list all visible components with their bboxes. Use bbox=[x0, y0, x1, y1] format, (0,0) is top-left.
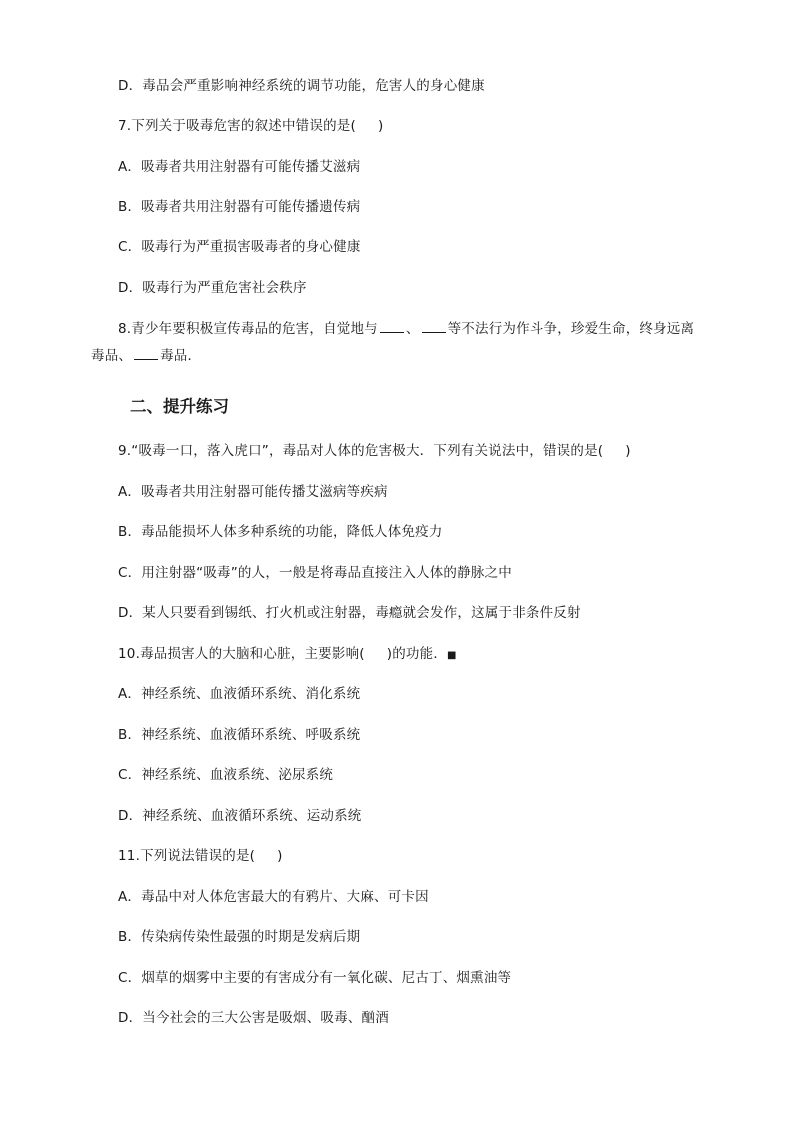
q10-option-b: B．神经系统、血液循环系统、呼吸系统 bbox=[118, 727, 361, 743]
q11-stem bbox=[118, 846, 283, 866]
q10-stem bbox=[118, 644, 457, 666]
q9-option-b: B．毒品能损坏人体多种系统的功能，降低人体免疫力 bbox=[118, 524, 443, 540]
q8-stem-line1 bbox=[118, 318, 694, 339]
q7-option-c: C．吸毒行为严重损害吸毒者的身心健康 bbox=[118, 239, 361, 255]
q10-option-a: A．神经系统、血液循环系统、消化系统 bbox=[118, 686, 361, 702]
q9-option-a: A．吸毒者共用注射器可能传播艾滋病等疾病 bbox=[118, 484, 388, 500]
q6-option-d: D．毒品会严重影响神经系统的调节功能，危害人的身心健康 bbox=[118, 78, 485, 94]
q11-option-a: A．毒品中对人体危害最大的有鸦片、大麻、可卡因 bbox=[118, 889, 429, 905]
q7-stem bbox=[118, 116, 383, 136]
q8-fill-blank-3[interactable] bbox=[134, 345, 158, 360]
q8-text-2: 、 bbox=[405, 321, 420, 337]
q9-stem-text: 9.“吸毒一口，落入虎口”，毒品对人体的危害极大．下列有关说法中，错误的是( bbox=[118, 443, 604, 459]
q7-option-a: A．吸毒者共用注射器有可能传播艾滋病 bbox=[118, 159, 361, 175]
q10-stem-close: )的功能． bbox=[386, 646, 448, 662]
q8-fill-blank-1[interactable] bbox=[380, 318, 404, 333]
q8-text-5: 毒品． bbox=[160, 348, 202, 364]
q11-stem-close: ) bbox=[277, 848, 283, 864]
q8-stem-line2 bbox=[91, 345, 201, 366]
q11-option-b: B．传染病传染性最强的时期是发病后期 bbox=[118, 929, 361, 945]
q9-stem bbox=[118, 441, 631, 461]
q10-stem-mark: ■ bbox=[447, 650, 457, 661]
q9-stem-close: ) bbox=[625, 443, 631, 459]
q10-option-d: D．神经系统、血液循环系统、运动系统 bbox=[118, 808, 362, 824]
q9-option-d: D．某人只要看到锡纸、打火机或注射器，毒瘾就会发作，这属于非条件反射 bbox=[118, 605, 581, 621]
q9-option-c: C．用注射器“吸毒”的人，一般是将毒品直接注入人体的静脉之中 bbox=[118, 565, 512, 581]
q8-text-3: 等不法行为作斗争，珍爱生命，终身远离 bbox=[447, 321, 695, 337]
q11-option-d: D．当今社会的三大公害是吸烟、吸毒、酗酒 bbox=[118, 1010, 389, 1026]
q8-fill-blank-2[interactable] bbox=[422, 318, 446, 333]
q7-stem-text: 7.下列关于吸毒危害的叙述中错误的是( bbox=[118, 118, 356, 134]
q11-stem-text: 11.下列说法错误的是( bbox=[118, 848, 256, 864]
q8-text-4: 毒品、 bbox=[91, 348, 133, 364]
section-heading: 二、提升练习 bbox=[130, 397, 229, 416]
q10-option-c: C．神经系统、血液系统、泌尿系统 bbox=[118, 767, 334, 783]
q8-text-1: 8.青少年要积极宣传毒品的危害，自觉地与 bbox=[118, 321, 378, 337]
q7-option-b: B．吸毒者共用注射器有可能传播遗传病 bbox=[118, 199, 361, 215]
q10-stem-text: 10.毒品损害人的大脑和心脏，主要影响( bbox=[118, 646, 365, 662]
q7-option-d: D．吸毒行为严重危害社会秩序 bbox=[118, 280, 307, 296]
q7-stem-close: ) bbox=[377, 118, 384, 134]
q11-option-c: C．烟草的烟雾中主要的有害成分有一氧化碳、尼古丁、烟熏油等 bbox=[118, 970, 512, 986]
